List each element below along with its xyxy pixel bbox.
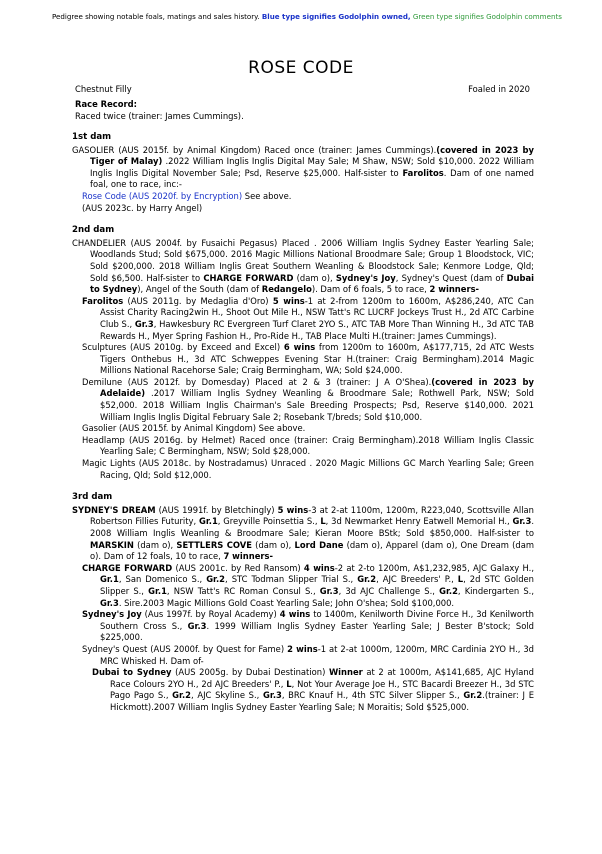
highlight-text: Dubai to Sydney [90,272,534,295]
entry-text: , Greyville Poinsettia S., [217,516,321,527]
entry-text: , NSW Tatt's RC Roman Consul S., [166,585,320,596]
first-dam-entry [72,145,534,191]
foal-entry [72,644,534,667]
entry-text: , AJC Breeders' P., [376,574,458,585]
highlight-text: (covered in 2023 by Adelaide) [100,376,534,399]
entry-text: at 2 at 1000m, A$141,685, AJC Hyland Race Colours 2YO H., 2d AJC Breeders' P., [110,667,534,689]
entry-text: , Not Your Average Joe H., STC Bacardi Breezer H., 3d STC Pago Pago S., [110,678,534,701]
highlight-text: MARSKIN [90,539,134,550]
foaled-year: Foaled in 2020 [468,84,530,94]
race-record [75,98,244,122]
highlight-text: (covered in 2023 by Tiger of Malay) [90,144,534,167]
foal-entry [72,296,534,342]
entry-text: ), Angel of the South (dam of [137,284,262,295]
third-dam-entry [72,505,534,563]
highlight-text: Gr.3 [263,690,282,701]
entry-text: (dam o), [293,272,336,283]
highlight-text: Gr.1 [148,585,167,596]
foal-note: See above. [242,190,292,201]
highlight-text: L [320,516,326,527]
second-dam-heading: 2nd dam [72,225,115,236]
highlight-text: Gr.1 [198,516,218,527]
highlight-text: 4 wins [279,609,311,620]
second-dam-entry [72,238,534,296]
entry-text: , Sydney's Quest (dam of [395,272,507,283]
highlight-text: Gr.2 [439,585,458,596]
highlight-text: Gr.2 [172,690,191,701]
foal-entry [72,377,534,423]
page-title: ROSE CODE [248,58,354,78]
third-dam-foals [72,563,534,714]
highlight-text: 5 wins [272,295,305,306]
entry-text: (AUS 2001c. by Red Ransom) [172,562,304,573]
highlight-text: Sydney's Joy [82,609,142,620]
entry-text: .2017 William Inglis Sydney Weanling & Broodmare Sale; Rothwell Park, NSW; Sold $52,000. 2018 William Inglis Chairman's Sale Breeding Prospects; Psd, Reserve $140,000. 2021 William Inglis Inglis Digital February Sale 2; Rosebank T/breds; Sold $10,000. [100,388,534,422]
entry-text: , 2d STC Golden Slipper S., [100,574,534,596]
highlight-text: Gr.3 [134,318,154,329]
highlight-text: L [457,574,464,585]
entry-text: (dam o), [133,539,177,550]
horse-sex: Chestnut Filly [75,84,132,94]
highlight-text: CHARGE FORWARD [82,562,173,573]
highlight-text: Gr.2 [357,574,377,585]
highlight-text: Lord Dane [294,539,344,550]
highlight-text: Winner [328,667,363,678]
highlight-text: L [286,678,292,689]
entry-text: GASOLIER (AUS 2015f. by Animal Kingdom) Raced once (trainer: James Cummings). [72,144,437,155]
foal-entry [72,342,534,377]
entry-text: to 1400m, Kenilworth Divine Force H., 3d Kenilworth Southern Cross S., [100,609,534,631]
highlight-text: Gr.3 [512,516,532,527]
entry-text: (dam o), Apparel (dam o), One Dream (dam o). Dam of 12 foals, 10 to race, [90,539,535,562]
foal-entry [72,667,534,713]
entry-text: Demilune (AUS 2012f. by Domesday) Placed at 2 & 3 (trainer: J A O'Shea). [82,376,432,387]
foal-name: (AUS 2023c. by Harry Angel) [82,202,203,213]
foal-entry [72,435,534,458]
legend-note [52,12,562,21]
race-record-label: Race Record: [75,99,137,109]
entry-text: Gasolier (AUS 2015f. by Animal Kingdom) See above. [82,423,306,434]
entry-text: . 1999 William Inglis Sydney Easter Yearling Sale; J Bester B'stock; Sold $225,000. [100,620,534,643]
entry-text: Sydney's Quest (AUS 2000f. by Quest for Fame) [82,643,288,654]
entry-text: . Sire.2003 Magic Millions Gold Coast Yearling Sale; John O'shea; Sold $100,000. [118,597,455,608]
highlight-text: Gr.1 [100,574,119,585]
entry-text: , Hawkesbury RC Evergreen Turf Claret 2YO S., ATC TAB More Than Winning H., 3d ATC TAB Rewards H., Myer Spring Fashion H., Pro-Ride H., TAB Place Multi H.(trainer: James Cummings). [100,318,535,341]
third-dam-heading: 3rd dam [72,492,113,503]
first-dam-heading: 1st dam [72,132,112,142]
legend-green: Green type signifies Godolphin comments [412,12,562,21]
highlight-text: Farolitos [82,295,124,306]
highlight-text: 5 wins [277,504,309,515]
highlight-text: Gr.2 [206,574,226,585]
first-dam-foals [72,191,534,214]
highlight-text: Gr.2 [463,690,483,701]
entry-text: -1 at 2-at 1000m, 1200m, MRC Cardinia 2YO H., 3d MRC Whisked H. Dam of- [100,643,535,666]
foal-entry [72,458,534,481]
highlight-text: 4 wins [303,562,335,573]
highlight-text: 7 winners- [223,551,273,562]
entry-text: ). Dam of 6 foals, 5 to race, [311,284,430,295]
highlight-text: Sydney's Joy [335,272,396,283]
entry-text: -2 at 2-to 1200m, A$1,232,985, AJC Galaxy H., [334,562,534,573]
entry-text: , STC Todman Slipper Trial S., [225,574,358,585]
highlight-text: CHARGE FORWARD [203,272,294,283]
highlight-text: SETTLERS COVE [176,539,252,550]
entry-text: Headlamp (AUS 2016g. by Helmet) Raced once (trainer: Craig Bermingham).2018 William Inglis Classic Yearling Sale; C Bermingham, NSW; Sold $28,000. [82,434,534,457]
highlight-text: Gr.3 [100,597,119,608]
second-dam-foals [72,296,534,482]
highlight-text: Farolitos [402,167,444,178]
godolphin-foal-name: Rose Code (AUS 2020f. by Encryption) [82,190,243,201]
legend-blue: Blue type signifies Godolphin owned, [261,12,411,21]
entry-text: (Aus 1997f. by Royal Academy) [141,609,280,620]
entry-text: CHANDELIER (AUS 2004f. by Fusaichi Pegasus) Placed . 2006 William Inglis Sydney Easter Yearling Sale; Woodlands Stud; Sold $675,000. 2016 Magic Millions National Broodmare Sale; Group 1 Bloodstock, VIC; Sold $200,000. 2018 William Inglis Great Southern Weanling & Bloodstock Sale; Kenmore Lodge, Qld; Sold $6,500. Half-sister to [72,237,534,283]
entry-text: , AJC Skyline S., [191,690,264,701]
entry-text: (AUS 2005g. by Dubai Destination) [171,667,329,678]
legend-text: Pedigree showing notable foals, matings and sales history. [52,12,260,21]
highlight-text: 2 wins [287,643,318,654]
entry-text: , San Domenico S., [118,574,207,585]
highlight-text: SYDNEY'S DREAM [72,504,156,515]
foal-entry [72,563,534,609]
entry-text: , 3d AJC Challenge S., [338,585,440,596]
entry-text: Magic Lights (AUS 2018c. by Nostradamus) Unraced . 2020 Magic Millions GC March Yearling Sale; Green Racing, Qld; Sold $12,000. [82,458,534,480]
entry-text: , BRC Knauf H., 4th STC Silver Slipper S., [281,690,464,701]
entry-text: from 1200m to 1600m, A$177,715, 2d ATC Wests Tigers Onthebus H., 3d ATC Schweppes Evening Star H.(trainer: Craig Bermingham).2014 Magic Millions National Racehorse Sale; Craig Bermingham, WA; Sold $24,000. [100,342,534,376]
entry-text: .(trainer: J E Hickmott).2007 William Inglis Sydney Easter Yearling Sale; N Moraitis; Sold $525,000. [110,690,535,712]
highlight-text: Gr.3 [187,620,207,631]
highlight-text: 2 winners- [429,284,480,295]
pedigree-body [72,132,534,714]
entry-text: (dam o), [252,539,295,550]
foal-entry [72,423,534,435]
highlight-text: 6 wins [283,342,316,353]
entry-text: -3 at 2-at 1100m, 1200m, R223,040, Scottsville Allan Robertson Fillies Futurity, [90,504,534,527]
entry-text: , Kindergarten S., [457,585,534,596]
entry-text: . Dam of one named foal, one to race, inc:- [90,167,534,190]
entry-text: (AUS 1991f. by Bletchingly) [155,504,278,515]
foal-entry [72,191,534,203]
entry-text: Sculptures (AUS 2010g. by Exceed and Excel) [82,342,284,353]
entry-text: -1 at 2-from 1200m to 1600m, A$286,240, ATC Can Assist Charity Racing2win H., Shoot Out Mile H., NSW Tatt's RC LUCRF Jockeys Trust H., 2d ATC Carbine Club S., [100,295,534,329]
race-record-text: Raced twice (trainer: James Cummings). [75,111,244,121]
entry-text: .2022 William Inglis Inglis Digital May Sale; M Shaw, NSW; Sold $10,000. 2022 William Inglis Inglis Digital November Sale; Psd, Reserve $25,000. Half-sister to [90,156,535,178]
foal-entry [72,609,534,644]
entry-text: (AUS 2011g. by Medaglia d'Oro) [123,295,273,306]
entry-text: . 2008 William Inglis Weanling & Broodmare Sale; Kieran Moore BStk; Sold $850,000. Half-sister to [90,516,534,538]
highlight-text: Dubai to Sydney [92,667,172,678]
entry-text: , 3d Newmarket Henry Eatwell Memorial H., [325,516,513,527]
highlight-text: Gr.3 [319,585,339,596]
highlight-text: Redangelo [261,284,312,295]
foal-entry [72,203,534,215]
